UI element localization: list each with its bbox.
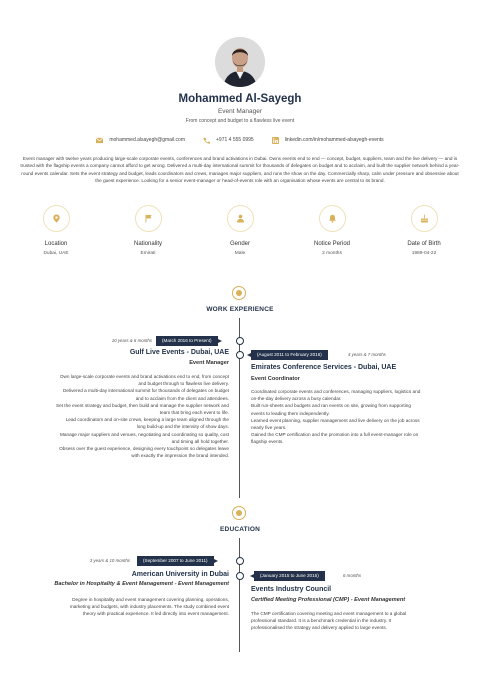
education-2-org: Events Industry Council (251, 586, 332, 593)
experience-1-org: Gulf Live Events - Dubai, UAE (129, 349, 229, 356)
experience-1-line: Lead coordinators and on-site crews, keeping a large team aligned through the (65, 417, 229, 423)
section-title-experience: WORK EXPERIENCE (206, 306, 274, 313)
fact-location-value: Dubai, UAE (43, 251, 69, 256)
linkedin-icon (272, 137, 279, 144)
fact-gender (192, 205, 288, 256)
person-icon (236, 214, 245, 223)
fact-notice-value: 2 months (322, 251, 342, 256)
fact-nationality (100, 205, 196, 256)
fact-location (8, 205, 104, 256)
education-1-degree: Bachelor in Hospitality & Event Management - Event Management (54, 581, 229, 587)
experience-timeline-line (239, 318, 240, 498)
fact-birth-circle (411, 205, 438, 232)
experience-1-line: Manage major suppliers and venues, negotiating and coordinating so quality, cost (59, 431, 229, 437)
education-1-description (14, 596, 229, 618)
experience-1-duration: 10 years & 6 months (111, 338, 152, 343)
flag-icon (144, 214, 153, 223)
contact-linkedin-text: linkedin.com/in/mohammed-alsayegh-events (284, 137, 384, 143)
fact-gender-circle (227, 205, 254, 232)
experience-1-position: Event Manager (189, 360, 229, 366)
education-1-org: American University in Dubai (131, 571, 229, 578)
experience-1-line: long build-up and the intensity of show days. (136, 424, 229, 430)
education-2-dates: (January 2015 to June 2015) (254, 571, 325, 581)
candidate-tagline: From concept and budget to a flawless live event (185, 118, 295, 124)
fact-birth-label: Date of Birth (407, 241, 441, 247)
timeline-node (236, 557, 244, 565)
fact-notice-label: Notice Period (313, 241, 351, 247)
experience-2-org: Emirates Conference Services - Dubai, UAE (251, 364, 397, 371)
experience-1-line: Obsess over the guest experience, designing every touchpoint so delegates leave (59, 446, 229, 452)
contact-email[interactable] (96, 137, 185, 144)
education-1-line: Degree in hospitality and event management covering planning, operations, (72, 597, 229, 602)
experience-2-line: Gained the CMP certification and the promotion into a full event-manager role on (251, 432, 419, 438)
education-2-line: professional standard. It is a benchmark credential in the industry. It (251, 618, 392, 624)
contact-phone[interactable] (203, 137, 254, 144)
education-2-description (251, 610, 466, 632)
experience-2-dates: (August 2011 to February 2016) (251, 350, 328, 360)
fact-notice (284, 205, 380, 256)
timeline-node (236, 572, 244, 580)
education-1-duration: 3 years & 10 months (89, 558, 130, 563)
experience-1-line: Delivered a multi-day international summit for thousands of delegates on budget (63, 388, 229, 394)
phone-icon (203, 137, 210, 144)
contact-phone-text: +971 4 555 0995 (216, 137, 254, 143)
profile-summary: Event manager with twelve years producing large-scale corporate events, conferences and brand activations in Dubai. Owns events end to end — concept, budget, suppliers, team and the live delivery — and is trusted with the flagship events a company cannot afford to get wrong. Delivered a multi-day international summit for thousands of delegates on budget and to acclaim, and built the supplier network behind a year-round events calendar. Sets the event strategy and budget, leads coordinators and crews, manages major suppliers, and runs the show on the day. Commercially sharp, calm under pressure and obsessive about the guest experience. Looking for a senior event-manager or head-of-events role with an organisation whose events are central to its brand. (20, 156, 460, 184)
experience-2-description (251, 388, 466, 446)
experience-2-line: nearly five years. (251, 425, 287, 431)
contact-email-text: mohammed.alsayegh@gmail.com (109, 137, 186, 143)
bell-icon (328, 214, 337, 223)
education-1-dates: (September 2007 to June 2011) (137, 556, 214, 566)
experience-2-line: on-the-day delivery across a busy calendar. (251, 396, 342, 402)
experience-1-line: Own large-scale corporate events and brand activations end to end, from concept (59, 374, 229, 379)
experience-2-line: Coordinated corporate events and conferences, managing suppliers, logistics and (251, 389, 421, 394)
fact-gender-value: Male (234, 251, 246, 256)
timeline-node (236, 351, 244, 359)
experience-2-line: Built run-sheets and budgets and ran events on site, growing from supporting (251, 403, 411, 409)
fact-notice-circle (319, 205, 346, 232)
candidate-role: Event Manager (217, 108, 263, 115)
candidate-name: Mohammed Al-Sayegh (178, 93, 302, 105)
experience-1-dates: (March 2016 to Present) (156, 336, 218, 346)
fact-location-label: Location (44, 241, 68, 247)
experience-1-line: team that bring each event to life. (159, 410, 229, 416)
contact-bar (0, 135, 480, 145)
fact-nationality-label: Nationality (133, 241, 162, 247)
experience-2-line: Learned event planning, supplier management and live delivery on the job across (251, 417, 420, 423)
education-1-line: marketing and budgets, with industry placements. The study combined event (69, 604, 229, 610)
education-timeline-line (239, 538, 240, 652)
experience-1-line: Set the event strategy and budget, then build and manage the supplier network and (55, 402, 229, 408)
profile-photo (215, 37, 265, 87)
graduation-cap-icon (232, 506, 246, 520)
cake-icon (420, 214, 429, 223)
experience-1-line: with exactly the impression the brand intended. (131, 453, 229, 459)
education-2-line: professionalised the strategy and delivery applied to large events. (251, 625, 388, 631)
fact-birth-value: 1989-04-22 (411, 251, 437, 256)
experience-1-line: and budget through to flawless live delivery. (138, 381, 229, 387)
experience-2-line: flagship events. (251, 439, 284, 445)
education-2-certification: Certified Meeting Professional (CMP) - Event Management (251, 597, 406, 603)
education-2-line: The CMP certification covering meeting and event management to a global (251, 611, 407, 616)
experience-2-duration: 4 years & 7 months (348, 352, 386, 357)
briefcase-icon (232, 286, 246, 300)
location-pin-icon (52, 214, 61, 223)
experience-1-line: and to acclaim from the client and attendees. (135, 395, 229, 401)
experience-2-position: Event Coordinator (251, 376, 300, 382)
section-title-education: EDUCATION (220, 526, 260, 533)
experience-1-description (14, 373, 229, 459)
fact-nationality-value: Emirati (140, 251, 156, 256)
fact-birth (376, 205, 472, 256)
education-2-duration: 6 months (343, 573, 362, 578)
timeline-node (236, 337, 244, 345)
education-1-line: theory with practical experience. It led directly into event management. (82, 611, 229, 617)
fact-nationality-circle (135, 205, 162, 232)
fact-gender-label: Gender (229, 241, 250, 247)
envelope-icon (96, 137, 103, 144)
fact-location-circle (43, 205, 70, 232)
experience-1-line: and timing all hold together. (171, 438, 229, 444)
contact-linkedin[interactable] (272, 137, 384, 144)
experience-2-line: events to leading them independently. (251, 410, 330, 416)
